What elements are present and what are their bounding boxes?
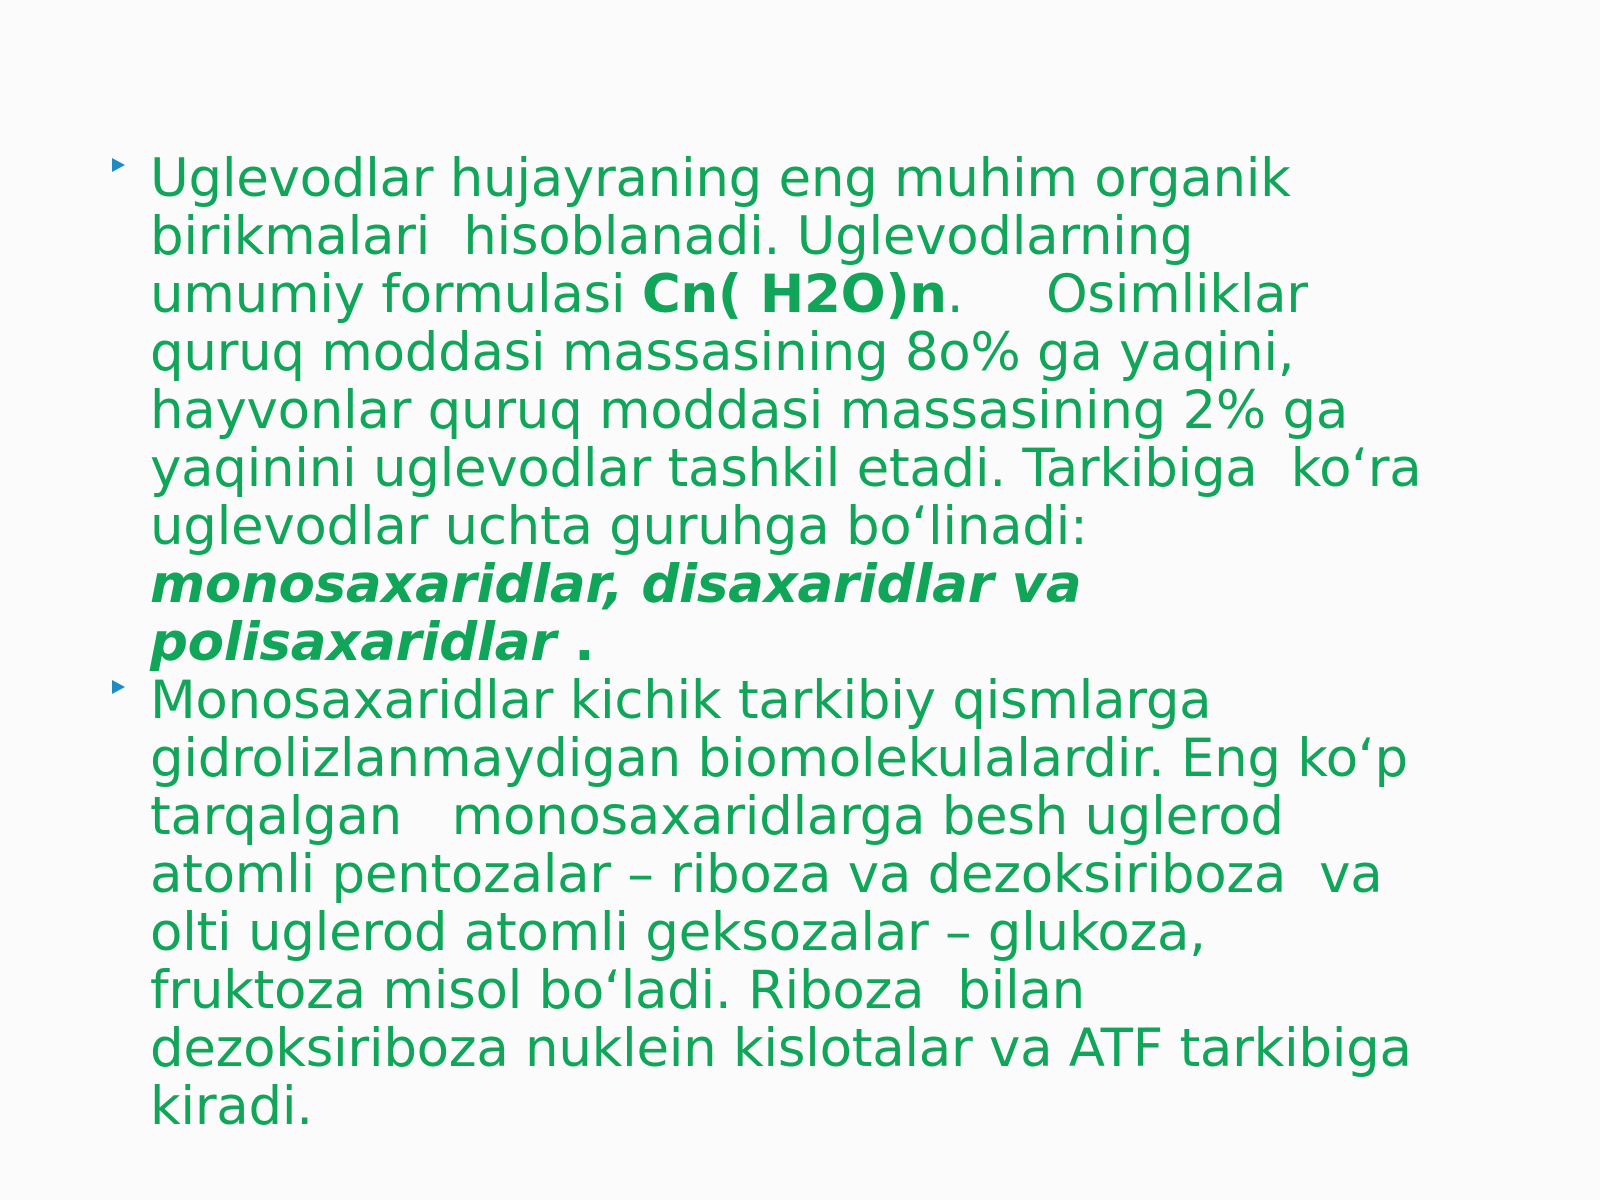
text-line: atomli pentozalar – riboza va dezoksiriboza va (150, 844, 1383, 905)
text-line: olti uglerod atomli geksozalar – glukoza, (150, 902, 1206, 963)
text-run: . Osimliklar (946, 264, 1308, 325)
text-line: birikmalari hisoblanadi. Uglevodlarning (150, 206, 1194, 267)
text-run: umumiy formulasi (150, 264, 642, 325)
text-run: . (574, 612, 595, 673)
bullet-item-monosaccharides (150, 672, 1530, 1136)
triangle-bullet-icon (112, 680, 125, 694)
text-line: hayvonlar quruq moddasi massasining 2% ga (150, 380, 1349, 441)
emphasis-line: monosaxaridlar, disaxaridlar va (150, 554, 1082, 615)
text-line: kiradi. (150, 1076, 313, 1137)
emphasis-text: polisaxaridlar (150, 612, 575, 673)
triangle-bullet-icon (112, 158, 125, 172)
text-line (150, 266, 1530, 324)
text-line: Uglevodlar hujayraning eng muhim organik (150, 148, 1291, 209)
bullet-item-carbohydrates (150, 150, 1530, 672)
text-line: yaqinini uglevodlar tashkil etadi. Tarkibiga ko‘ra (150, 438, 1422, 499)
text-line: dezoksiriboza nuklein kislotalar va ATF tarkibiga (150, 1018, 1412, 1079)
text-line (150, 614, 1530, 672)
text-line: uglevodlar uchta guruhga bo‘linadi: (150, 496, 1088, 557)
bullet-list (150, 150, 1530, 1136)
text-line: Monosaxaridlar kichik tarkibiy qismlarga (150, 670, 1212, 731)
text-line: quruq moddasi massasining 8o% ga yaqini, (150, 322, 1295, 383)
text-line: tarqalgan monosaxaridlarga besh uglerod (150, 786, 1284, 847)
formula-text: Cn( H2O)n (641, 264, 947, 325)
text-line: gidrolizlanmaydigan biomolekulalardir. Eng ko‘p (150, 728, 1408, 789)
text-line: fruktoza misol bo‘ladi. Riboza bilan (150, 960, 1085, 1021)
